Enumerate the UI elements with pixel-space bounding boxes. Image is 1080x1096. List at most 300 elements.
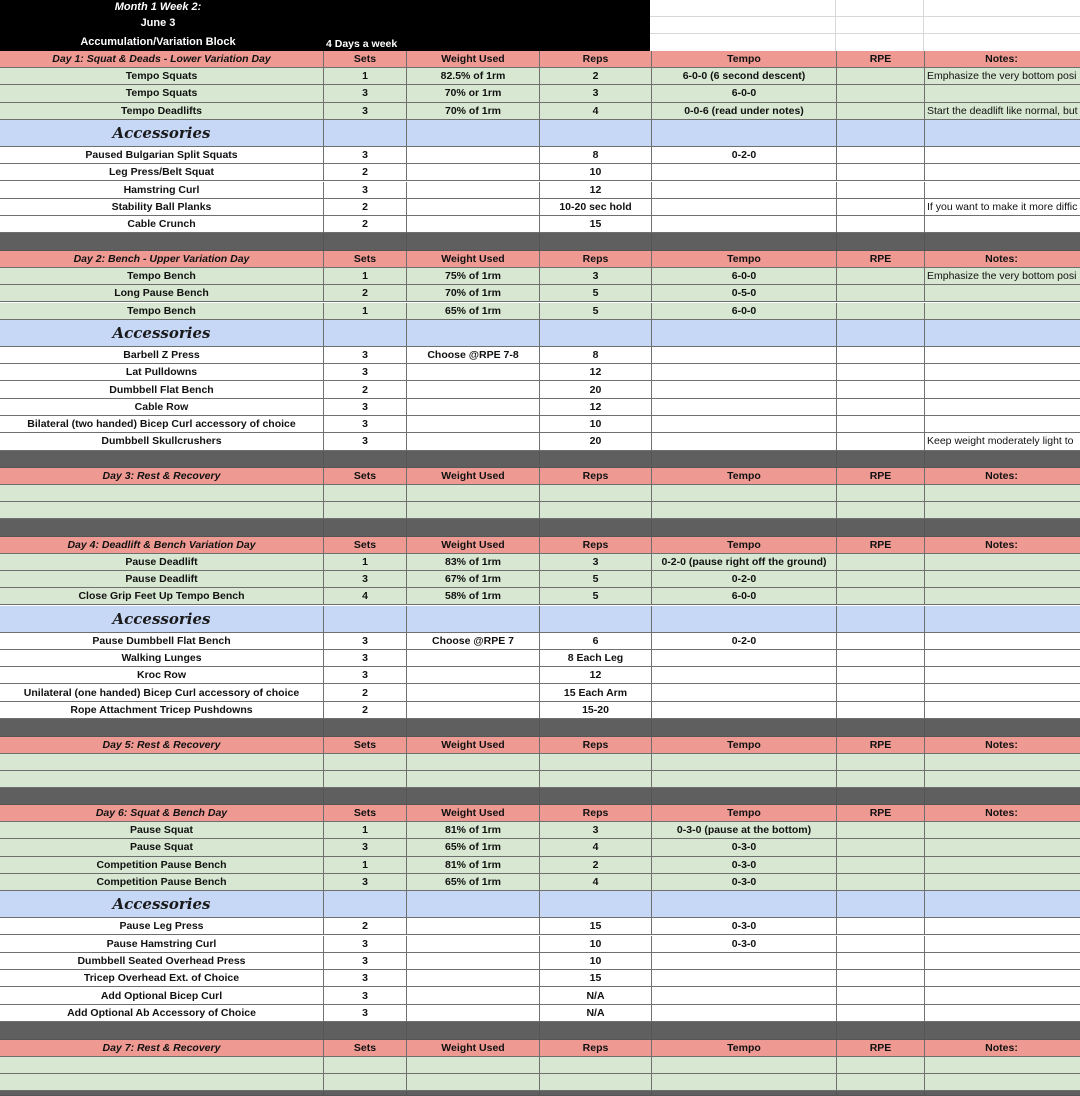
- empty-cell[interactable]: [324, 1057, 407, 1074]
- exercise-name[interactable]: Pause Leg Press: [0, 918, 324, 935]
- column-header-notes[interactable]: Notes:: [925, 1040, 1080, 1057]
- separator-cell[interactable]: [837, 1022, 925, 1040]
- cell-tempo[interactable]: [652, 667, 837, 684]
- separator-cell[interactable]: [652, 519, 837, 537]
- separator-cell[interactable]: [407, 719, 540, 737]
- cell-notes[interactable]: [925, 1005, 1080, 1022]
- cell-reps[interactable]: 5: [540, 285, 652, 302]
- cell-reps[interactable]: 4: [540, 103, 652, 120]
- cell-sets[interactable]: 3: [324, 433, 407, 450]
- cell-rpe[interactable]: [837, 650, 925, 667]
- cell-reps[interactable]: 15-20: [540, 702, 652, 719]
- separator-cell[interactable]: [0, 519, 324, 537]
- cell-notes[interactable]: If you want to make it more diffic: [925, 199, 1080, 216]
- cell-rpe[interactable]: [837, 68, 925, 85]
- cell-sets[interactable]: 3: [324, 364, 407, 381]
- cell-sets[interactable]: 2: [324, 918, 407, 935]
- empty-cell[interactable]: [540, 771, 652, 788]
- cell-reps[interactable]: 20: [540, 381, 652, 398]
- column-header-weight[interactable]: Weight Used: [407, 737, 540, 754]
- cell-weight[interactable]: 70% or 1rm: [407, 85, 540, 102]
- column-header-rpe[interactable]: RPE: [837, 805, 925, 822]
- exercise-name[interactable]: Tempo Deadlifts: [0, 103, 324, 120]
- cell-reps[interactable]: 5: [540, 303, 652, 320]
- cell-tempo[interactable]: [652, 433, 837, 450]
- column-header-reps[interactable]: Reps: [540, 468, 652, 485]
- column-header-rpe[interactable]: RPE: [837, 468, 925, 485]
- cell-reps[interactable]: 5: [540, 571, 652, 588]
- column-header-tempo[interactable]: Tempo: [652, 805, 837, 822]
- cell-weight[interactable]: [407, 147, 540, 164]
- accessories-label[interactable]: Accessories: [0, 891, 324, 918]
- column-header-sets[interactable]: Sets: [324, 51, 407, 68]
- exercise-name[interactable]: Bilateral (two handed) Bicep Curl accessory of choice: [0, 416, 324, 433]
- empty-cell[interactable]: [837, 754, 925, 771]
- cell-tempo[interactable]: 0-2-0: [652, 633, 837, 650]
- cell-weight[interactable]: 81% of 1rm: [407, 857, 540, 874]
- cell-sets[interactable]: 3: [324, 1005, 407, 1022]
- cell-weight[interactable]: [407, 364, 540, 381]
- empty-cell[interactable]: [324, 771, 407, 788]
- empty-cell[interactable]: [925, 120, 1080, 147]
- exercise-name[interactable]: Tempo Bench: [0, 303, 324, 320]
- cell-rpe[interactable]: [837, 416, 925, 433]
- cell-reps[interactable]: 15: [540, 216, 652, 233]
- separator-cell[interactable]: [837, 233, 925, 251]
- empty-cell[interactable]: [540, 120, 652, 147]
- separator-cell[interactable]: [925, 1091, 1080, 1096]
- cell-reps[interactable]: N/A: [540, 1005, 652, 1022]
- empty-cell[interactable]: [837, 120, 925, 147]
- cell-rpe[interactable]: [837, 364, 925, 381]
- cell-notes[interactable]: [925, 987, 1080, 1004]
- cell-notes[interactable]: [925, 970, 1080, 987]
- empty-cell[interactable]: [652, 120, 837, 147]
- cell-tempo[interactable]: [652, 702, 837, 719]
- exercise-name[interactable]: Long Pause Bench: [0, 285, 324, 302]
- separator-cell[interactable]: [407, 788, 540, 806]
- cell-weight[interactable]: [407, 164, 540, 181]
- cell-reps[interactable]: 3: [540, 268, 652, 285]
- cell-sets[interactable]: 2: [324, 285, 407, 302]
- cell-notes[interactable]: [925, 936, 1080, 953]
- accessories-label[interactable]: Accessories: [0, 320, 324, 347]
- cell-reps[interactable]: 15 Each Arm: [540, 684, 652, 701]
- day-title[interactable]: Day 3: Rest & Recovery: [0, 468, 324, 485]
- cell-sets[interactable]: 1: [324, 303, 407, 320]
- cell-weight[interactable]: [407, 987, 540, 1004]
- cell-notes[interactable]: [925, 303, 1080, 320]
- cell-notes[interactable]: [925, 571, 1080, 588]
- empty-cell[interactable]: [0, 1057, 324, 1074]
- separator-cell[interactable]: [540, 451, 652, 469]
- exercise-name[interactable]: Pause Dumbbell Flat Bench: [0, 633, 324, 650]
- column-header-rpe[interactable]: RPE: [837, 251, 925, 268]
- exercise-name[interactable]: Cable Row: [0, 399, 324, 416]
- separator-cell[interactable]: [0, 1022, 324, 1040]
- cell-tempo[interactable]: 0-3-0: [652, 918, 837, 935]
- cell-notes[interactable]: [925, 164, 1080, 181]
- cell-weight[interactable]: [407, 650, 540, 667]
- separator-cell[interactable]: [925, 719, 1080, 737]
- column-header-tempo[interactable]: Tempo: [652, 537, 837, 554]
- empty-cell[interactable]: [407, 320, 540, 347]
- empty-cell[interactable]: [837, 320, 925, 347]
- cell-rpe[interactable]: [837, 987, 925, 1004]
- cell-rpe[interactable]: [837, 164, 925, 181]
- column-header-notes[interactable]: Notes:: [925, 51, 1080, 68]
- exercise-name[interactable]: Close Grip Feet Up Tempo Bench: [0, 588, 324, 605]
- empty-cell[interactable]: [540, 485, 652, 502]
- cell-notes[interactable]: [925, 667, 1080, 684]
- empty-cell[interactable]: [837, 1057, 925, 1074]
- cell-tempo[interactable]: [652, 216, 837, 233]
- cell-sets[interactable]: 2: [324, 684, 407, 701]
- column-header-notes[interactable]: Notes:: [925, 537, 1080, 554]
- cell-sets[interactable]: 3: [324, 987, 407, 1004]
- cell-sets[interactable]: 3: [324, 839, 407, 856]
- exercise-name[interactable]: Pause Squat: [0, 839, 324, 856]
- separator-cell[interactable]: [407, 1091, 540, 1096]
- cell-rpe[interactable]: [837, 147, 925, 164]
- cell-tempo[interactable]: [652, 1005, 837, 1022]
- cell-sets[interactable]: 2: [324, 381, 407, 398]
- empty-cell[interactable]: [837, 891, 925, 918]
- empty-cell[interactable]: [0, 771, 324, 788]
- empty-cell[interactable]: [925, 320, 1080, 347]
- separator-cell[interactable]: [652, 788, 837, 806]
- cell-sets[interactable]: 3: [324, 667, 407, 684]
- empty-cell[interactable]: [925, 891, 1080, 918]
- cell-notes[interactable]: [925, 822, 1080, 839]
- cell-reps[interactable]: 2: [540, 857, 652, 874]
- cell-tempo[interactable]: 0-3-0 (pause at the bottom): [652, 822, 837, 839]
- cell-notes[interactable]: [925, 347, 1080, 364]
- cell-tempo[interactable]: 6-0-0: [652, 268, 837, 285]
- cell-sets[interactable]: 2: [324, 216, 407, 233]
- column-header-sets[interactable]: Sets: [324, 805, 407, 822]
- empty-cell[interactable]: [652, 502, 837, 519]
- empty-cell[interactable]: [324, 120, 407, 147]
- cell-sets[interactable]: 2: [324, 164, 407, 181]
- cell-notes[interactable]: [925, 554, 1080, 571]
- empty-cell[interactable]: [925, 1074, 1080, 1091]
- empty-cell[interactable]: [837, 606, 925, 633]
- cell-reps[interactable]: 3: [540, 554, 652, 571]
- empty-cell[interactable]: [324, 485, 407, 502]
- cell-rpe[interactable]: [837, 347, 925, 364]
- column-header-rpe[interactable]: RPE: [837, 51, 925, 68]
- cell-rpe[interactable]: [837, 970, 925, 987]
- cell-rpe[interactable]: [837, 857, 925, 874]
- column-header-reps[interactable]: Reps: [540, 251, 652, 268]
- column-header-rpe[interactable]: RPE: [837, 537, 925, 554]
- separator-cell[interactable]: [540, 788, 652, 806]
- separator-cell[interactable]: [652, 1022, 837, 1040]
- separator-cell[interactable]: [925, 1022, 1080, 1040]
- cell-weight[interactable]: 82.5% of 1rm: [407, 68, 540, 85]
- cell-weight[interactable]: [407, 216, 540, 233]
- separator-cell[interactable]: [324, 788, 407, 806]
- cell-reps[interactable]: 4: [540, 839, 652, 856]
- cell-reps[interactable]: 10: [540, 936, 652, 953]
- empty-cell[interactable]: [407, 754, 540, 771]
- cell-notes[interactable]: [925, 857, 1080, 874]
- column-header-weight[interactable]: Weight Used: [407, 805, 540, 822]
- cell-reps[interactable]: 10-20 sec hold: [540, 199, 652, 216]
- cell-notes[interactable]: [925, 588, 1080, 605]
- empty-cell[interactable]: [837, 1074, 925, 1091]
- cell-rpe[interactable]: [837, 554, 925, 571]
- cell-tempo[interactable]: [652, 416, 837, 433]
- column-header-reps[interactable]: Reps: [540, 737, 652, 754]
- separator-cell[interactable]: [540, 1022, 652, 1040]
- separator-cell[interactable]: [837, 1091, 925, 1096]
- cell-rpe[interactable]: [837, 822, 925, 839]
- empty-cell[interactable]: [407, 502, 540, 519]
- column-header-weight[interactable]: Weight Used: [407, 1040, 540, 1057]
- cell-rpe[interactable]: [837, 85, 925, 102]
- cell-reps[interactable]: 8: [540, 347, 652, 364]
- separator-cell[interactable]: [652, 719, 837, 737]
- cell-tempo[interactable]: [652, 953, 837, 970]
- cell-sets[interactable]: 3: [324, 953, 407, 970]
- cell-weight[interactable]: 58% of 1rm: [407, 588, 540, 605]
- column-header-reps[interactable]: Reps: [540, 805, 652, 822]
- cell-tempo[interactable]: [652, 399, 837, 416]
- cell-reps[interactable]: 3: [540, 822, 652, 839]
- column-header-rpe[interactable]: RPE: [837, 737, 925, 754]
- cell-tempo[interactable]: 6-0-0: [652, 85, 837, 102]
- cell-rpe[interactable]: [837, 199, 925, 216]
- separator-cell[interactable]: [837, 719, 925, 737]
- exercise-name[interactable]: Paused Bulgarian Split Squats: [0, 147, 324, 164]
- cell-sets[interactable]: 3: [324, 182, 407, 199]
- cell-notes[interactable]: [925, 650, 1080, 667]
- cell-rpe[interactable]: [837, 953, 925, 970]
- cell-tempo[interactable]: 6-0-0 (6 second descent): [652, 68, 837, 85]
- cell-notes[interactable]: [925, 364, 1080, 381]
- separator-cell[interactable]: [407, 519, 540, 537]
- exercise-name[interactable]: Tempo Squats: [0, 68, 324, 85]
- cell-notes[interactable]: [925, 918, 1080, 935]
- cell-reps[interactable]: 20: [540, 433, 652, 450]
- cell-rpe[interactable]: [837, 702, 925, 719]
- cell-weight[interactable]: Choose @RPE 7-8: [407, 347, 540, 364]
- accessories-label[interactable]: Accessories: [0, 606, 324, 633]
- cell-reps[interactable]: 15: [540, 970, 652, 987]
- column-header-weight[interactable]: Weight Used: [407, 468, 540, 485]
- exercise-name[interactable]: Dumbbell Skullcrushers: [0, 433, 324, 450]
- empty-cell[interactable]: [652, 1074, 837, 1091]
- cell-sets[interactable]: 3: [324, 399, 407, 416]
- separator-cell[interactable]: [540, 1091, 652, 1096]
- separator-cell[interactable]: [540, 719, 652, 737]
- exercise-name[interactable]: Rope Attachment Tricep Pushdowns: [0, 702, 324, 719]
- separator-cell[interactable]: [0, 719, 324, 737]
- separator-cell[interactable]: [652, 233, 837, 251]
- cell-sets[interactable]: 1: [324, 68, 407, 85]
- empty-cell[interactable]: [407, 891, 540, 918]
- cell-sets[interactable]: 3: [324, 936, 407, 953]
- cell-notes[interactable]: [925, 216, 1080, 233]
- exercise-name[interactable]: Lat Pulldowns: [0, 364, 324, 381]
- exercise-name[interactable]: Tricep Overhead Ext. of Choice: [0, 970, 324, 987]
- empty-cell[interactable]: [652, 771, 837, 788]
- empty-cell[interactable]: [652, 1057, 837, 1074]
- cell-notes[interactable]: [925, 839, 1080, 856]
- empty-cell[interactable]: [925, 606, 1080, 633]
- cell-notes[interactable]: [925, 85, 1080, 102]
- cell-notes[interactable]: Emphasize the very bottom posi: [925, 268, 1080, 285]
- column-header-notes[interactable]: Notes:: [925, 805, 1080, 822]
- separator-cell[interactable]: [407, 233, 540, 251]
- exercise-name[interactable]: Leg Press/Belt Squat: [0, 164, 324, 181]
- empty-cell[interactable]: [324, 320, 407, 347]
- empty-cell[interactable]: [540, 1057, 652, 1074]
- cell-weight[interactable]: [407, 182, 540, 199]
- empty-cell[interactable]: [925, 754, 1080, 771]
- empty-cell[interactable]: [540, 320, 652, 347]
- cell-sets[interactable]: 2: [324, 702, 407, 719]
- column-header-tempo[interactable]: Tempo: [652, 1040, 837, 1057]
- cell-rpe[interactable]: [837, 936, 925, 953]
- cell-tempo[interactable]: 6-0-0: [652, 303, 837, 320]
- separator-cell[interactable]: [837, 451, 925, 469]
- column-header-weight[interactable]: Weight Used: [407, 51, 540, 68]
- exercise-name[interactable]: Pause Deadlift: [0, 571, 324, 588]
- empty-cell[interactable]: [837, 485, 925, 502]
- cell-rpe[interactable]: [837, 381, 925, 398]
- cell-rpe[interactable]: [837, 684, 925, 701]
- day-title[interactable]: Day 2: Bench - Upper Variation Day: [0, 251, 324, 268]
- column-header-rpe[interactable]: RPE: [837, 1040, 925, 1057]
- exercise-name[interactable]: Dumbbell Flat Bench: [0, 381, 324, 398]
- cell-notes[interactable]: [925, 285, 1080, 302]
- cell-rpe[interactable]: [837, 103, 925, 120]
- cell-weight[interactable]: 70% of 1rm: [407, 103, 540, 120]
- cell-reps[interactable]: 8 Each Leg: [540, 650, 652, 667]
- separator-cell[interactable]: [0, 1091, 324, 1096]
- cell-rpe[interactable]: [837, 268, 925, 285]
- separator-cell[interactable]: [0, 233, 324, 251]
- empty-cell[interactable]: [837, 771, 925, 788]
- separator-cell[interactable]: [324, 719, 407, 737]
- separator-cell[interactable]: [925, 519, 1080, 537]
- cell-reps[interactable]: N/A: [540, 987, 652, 1004]
- cell-rpe[interactable]: [837, 874, 925, 891]
- cell-notes[interactable]: Emphasize the very bottom posi: [925, 68, 1080, 85]
- cell-tempo[interactable]: [652, 987, 837, 1004]
- cell-reps[interactable]: 4: [540, 874, 652, 891]
- column-header-sets[interactable]: Sets: [324, 537, 407, 554]
- cell-notes[interactable]: [925, 953, 1080, 970]
- exercise-name[interactable]: Pause Deadlift: [0, 554, 324, 571]
- cell-rpe[interactable]: [837, 667, 925, 684]
- empty-cell[interactable]: [407, 1057, 540, 1074]
- empty-cell[interactable]: [652, 485, 837, 502]
- cell-notes[interactable]: [925, 633, 1080, 650]
- cell-weight[interactable]: [407, 918, 540, 935]
- cell-tempo[interactable]: 6-0-0: [652, 588, 837, 605]
- cell-tempo[interactable]: [652, 164, 837, 181]
- cell-reps[interactable]: 10: [540, 953, 652, 970]
- empty-cell[interactable]: [407, 1074, 540, 1091]
- column-header-sets[interactable]: Sets: [324, 1040, 407, 1057]
- cell-tempo[interactable]: 0-3-0: [652, 839, 837, 856]
- separator-cell[interactable]: [324, 1022, 407, 1040]
- cell-notes[interactable]: [925, 702, 1080, 719]
- column-header-tempo[interactable]: Tempo: [652, 468, 837, 485]
- cell-weight[interactable]: 67% of 1rm: [407, 571, 540, 588]
- separator-cell[interactable]: [540, 233, 652, 251]
- separator-cell[interactable]: [837, 519, 925, 537]
- cell-sets[interactable]: 1: [324, 857, 407, 874]
- day-title[interactable]: Day 5: Rest & Recovery: [0, 737, 324, 754]
- separator-cell[interactable]: [925, 788, 1080, 806]
- separator-cell[interactable]: [0, 451, 324, 469]
- cell-weight[interactable]: [407, 667, 540, 684]
- exercise-name[interactable]: Walking Lunges: [0, 650, 324, 667]
- empty-cell[interactable]: [652, 754, 837, 771]
- column-header-tempo[interactable]: Tempo: [652, 251, 837, 268]
- column-header-sets[interactable]: Sets: [324, 468, 407, 485]
- separator-cell[interactable]: [324, 519, 407, 537]
- cell-rpe[interactable]: [837, 433, 925, 450]
- column-header-reps[interactable]: Reps: [540, 537, 652, 554]
- empty-cell[interactable]: [0, 754, 324, 771]
- exercise-name[interactable]: Kroc Row: [0, 667, 324, 684]
- cell-sets[interactable]: 3: [324, 85, 407, 102]
- cell-rpe[interactable]: [837, 1005, 925, 1022]
- cell-rpe[interactable]: [837, 918, 925, 935]
- cell-reps[interactable]: 3: [540, 85, 652, 102]
- cell-weight[interactable]: [407, 199, 540, 216]
- column-header-weight[interactable]: Weight Used: [407, 251, 540, 268]
- separator-cell[interactable]: [0, 788, 324, 806]
- empty-cell[interactable]: [324, 606, 407, 633]
- cell-tempo[interactable]: 0-2-0: [652, 571, 837, 588]
- day-title[interactable]: Day 1: Squat & Deads - Lower Variation Day: [0, 51, 324, 68]
- day-title[interactable]: Day 7: Rest & Recovery: [0, 1040, 324, 1057]
- empty-cell[interactable]: [407, 120, 540, 147]
- cell-sets[interactable]: 3: [324, 650, 407, 667]
- cell-weight[interactable]: 65% of 1rm: [407, 839, 540, 856]
- exercise-name[interactable]: Tempo Bench: [0, 268, 324, 285]
- cell-tempo[interactable]: 0-3-0: [652, 936, 837, 953]
- empty-cell[interactable]: [407, 606, 540, 633]
- cell-tempo[interactable]: 0-0-6 (read under notes): [652, 103, 837, 120]
- cell-reps[interactable]: 5: [540, 588, 652, 605]
- cell-tempo[interactable]: 0-3-0: [652, 857, 837, 874]
- accessories-label[interactable]: Accessories: [0, 120, 324, 147]
- cell-tempo[interactable]: [652, 199, 837, 216]
- cell-sets[interactable]: 1: [324, 554, 407, 571]
- empty-cell[interactable]: [324, 891, 407, 918]
- cell-rpe[interactable]: [837, 182, 925, 199]
- exercise-name[interactable]: Hamstring Curl: [0, 182, 324, 199]
- cell-reps[interactable]: 8: [540, 147, 652, 164]
- exercise-name[interactable]: Pause Hamstring Curl: [0, 936, 324, 953]
- cell-weight[interactable]: [407, 684, 540, 701]
- cell-notes[interactable]: [925, 147, 1080, 164]
- day-title[interactable]: Day 4: Deadlift & Bench Variation Day: [0, 537, 324, 554]
- cell-sets[interactable]: 4: [324, 588, 407, 605]
- cell-tempo[interactable]: 0-2-0: [652, 147, 837, 164]
- empty-cell[interactable]: [540, 606, 652, 633]
- empty-cell[interactable]: [407, 771, 540, 788]
- cell-tempo[interactable]: 0-5-0: [652, 285, 837, 302]
